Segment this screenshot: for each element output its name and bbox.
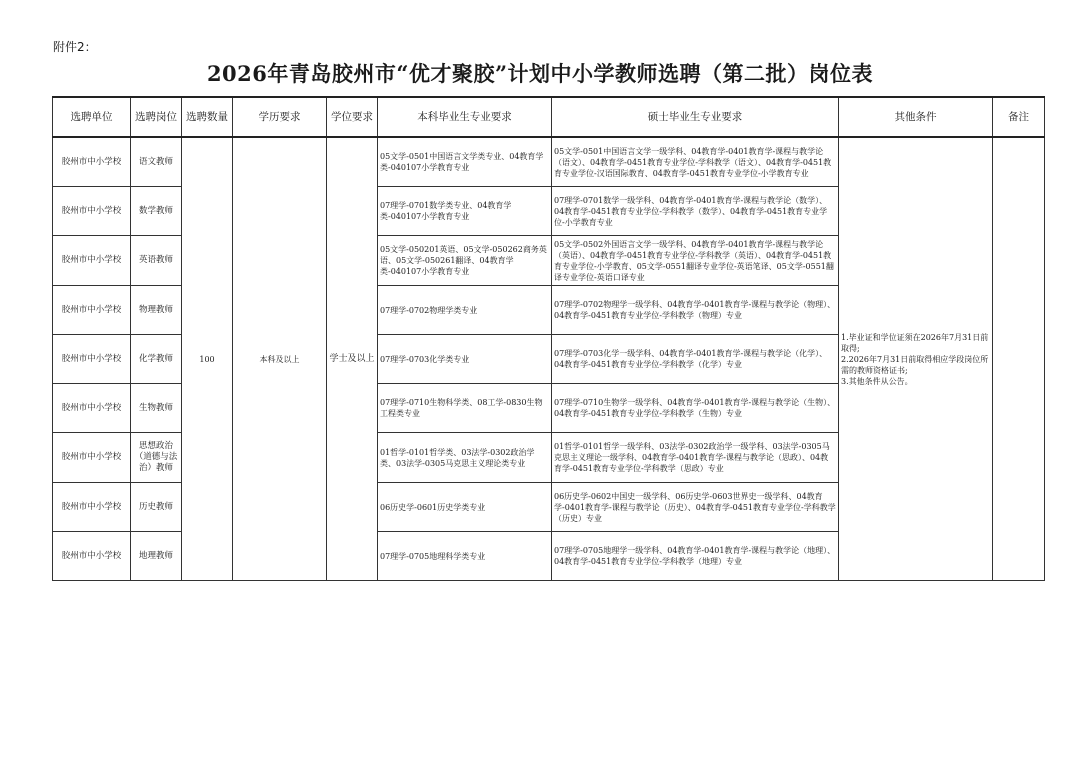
cell-post: 生物教师 xyxy=(131,384,182,433)
page-title: 2026年青岛胶州市“优才聚胶”计划中小学教师选聘（第二批）岗位表 xyxy=(206,61,874,86)
cell-master: 07理学-0701数学一级学科、04教育学-0401教育学-课程与教学论（数学）、04教育学-0451教育专业学位-学科教学（数学）、04教育学-0451教育专业学位-小学教育专业 xyxy=(552,187,839,236)
header-degree: 学位要求 xyxy=(327,97,378,137)
attachment-label: 附件2： xyxy=(53,40,97,54)
cell-unit: 胶州市中小学校 xyxy=(53,137,131,187)
cell-unit: 胶州市中小学校 xyxy=(53,483,131,532)
cell-bachelor: 05文学-050201英语、05文学-050262商务英语、05文学-050261翻译、04教育学类-040107小学教育专业 xyxy=(378,236,552,286)
header-bachelor-major: 本科毕业生专业要求 xyxy=(378,97,552,137)
cell-post: 英语教师 xyxy=(131,236,182,286)
cell-master: 07理学-0702物理学一级学科、04教育学-0401教育学-课程与教学论（物理）、04教育学-0451教育专业学位-学科教学（物理）专业 xyxy=(552,286,839,335)
cell-master: 07理学-0705地理学一级学科、04教育学-0401教育学-课程与教学论（地理）、04教育学-0451教育专业学位-学科教学（地理）专业 xyxy=(552,532,839,581)
header-quantity: 选聘数量 xyxy=(182,97,233,137)
cell-post: 化学教师 xyxy=(131,335,182,384)
cell-unit: 胶州市中小学校 xyxy=(53,532,131,581)
cell-master: 07理学-0710生物学一级学科、04教育学-0401教育学-课程与教学论（生物）、04教育学-0451教育专业学位-学科教学（生物）专业 xyxy=(552,384,839,433)
cell-master: 07理学-0703化学一级学科、04教育学-0401教育学-课程与教学论（化学）、04教育学-0451教育专业学位-学科教学（化学）专业 xyxy=(552,335,839,384)
cell-bachelor: 01哲学-0101哲学类、03法学-0302政治学类、03法学-0305马克思主义理论类专业 xyxy=(378,433,552,483)
cell-unit: 胶州市中小学校 xyxy=(53,187,131,236)
cell-other-conditions: 1.毕业证和学位证须在2026年7月31日前取得; 2.2026年7月31日前取得相应学段岗位所需的教师资格证书; 3.其他条件从公告。 xyxy=(839,137,993,581)
cell-remarks xyxy=(993,137,1045,581)
cell-unit: 胶州市中小学校 xyxy=(53,384,131,433)
header-unit: 选聘单位 xyxy=(53,97,131,137)
cell-master: 06历史学-0602中国史一级学科、06历史学-0603世界史一级学科、04教育学-0401教育学-课程与教学论（历史）、04教育学-0451教育专业学位-学科教学（历史）专业 xyxy=(552,483,839,532)
cell-master: 05文学-0502外国语言文学一级学科、04教育学-0401教育学-课程与教学论（英语）、04教育学-0451教育专业学位-学科教学（英语）、04教育学-0451教育专业学位-小学教育、05文学-0551翻译专业学位-英语笔译、05文学-0551翻译专业学位-英语口译专业 xyxy=(552,236,839,286)
cell-bachelor: 07理学-0710生物科学类、08工学-0830生物工程类专业 xyxy=(378,384,552,433)
cell-unit: 胶州市中小学校 xyxy=(53,433,131,483)
header-other-conditions: 其他条件 xyxy=(839,97,993,137)
cell-post: 思想政治（道德与法治）教师 xyxy=(131,433,182,483)
cell-unit: 胶州市中小学校 xyxy=(53,236,131,286)
cell-bachelor: 07理学-0702物理学类专业 xyxy=(378,286,552,335)
cell-bachelor: 07理学-0703化学类专业 xyxy=(378,335,552,384)
cell-quantity: 100 xyxy=(182,137,233,581)
cell-master: 01哲学-0101哲学一级学科、03法学-0302政治学一级学科、03法学-0305马克思主义理论一级学科、04教育学-0401教育学-课程与教学论（思政）、04教育学-0451教育专业学位-学科教学（思政）专业 xyxy=(552,433,839,483)
cell-education: 本科及以上 xyxy=(233,137,327,581)
cell-master: 05文学-0501中国语言文学一级学科、04教育学-0401教育学-课程与教学论（语文）、04教育学-0451教育专业学位-学科教学（语文）、04教育学-0451教育专业学位-汉语国际教育、04教育学-0451教育专业学位-小学教育专业 xyxy=(552,137,839,187)
header-remarks: 备注 xyxy=(993,97,1045,137)
cell-bachelor: 06历史学-0601历史学类专业 xyxy=(378,483,552,532)
table-row xyxy=(53,137,1045,187)
header-education: 学历要求 xyxy=(233,97,327,137)
cell-degree: 学士及以上 xyxy=(327,137,378,581)
cell-post: 数学教师 xyxy=(131,187,182,236)
positions-table xyxy=(52,96,1045,581)
header-master-major: 硕士毕业生专业要求 xyxy=(552,97,839,137)
cell-post: 地理教师 xyxy=(131,532,182,581)
cell-post: 语文教师 xyxy=(131,137,182,187)
cell-bachelor: 07理学-0701数学类专业、04教育学类-040107小学教育专业 xyxy=(378,187,552,236)
cell-unit: 胶州市中小学校 xyxy=(53,286,131,335)
header-row xyxy=(53,97,1045,137)
cell-unit: 胶州市中小学校 xyxy=(53,335,131,384)
cell-post: 物理教师 xyxy=(131,286,182,335)
header-post: 选聘岗位 xyxy=(131,97,182,137)
cell-bachelor: 05文学-0501中国语言文学类专业、04教育学类-040107小学教育专业 xyxy=(378,137,552,187)
cell-post: 历史教师 xyxy=(131,483,182,532)
cell-bachelor: 07理学-0705地理科学类专业 xyxy=(378,532,552,581)
